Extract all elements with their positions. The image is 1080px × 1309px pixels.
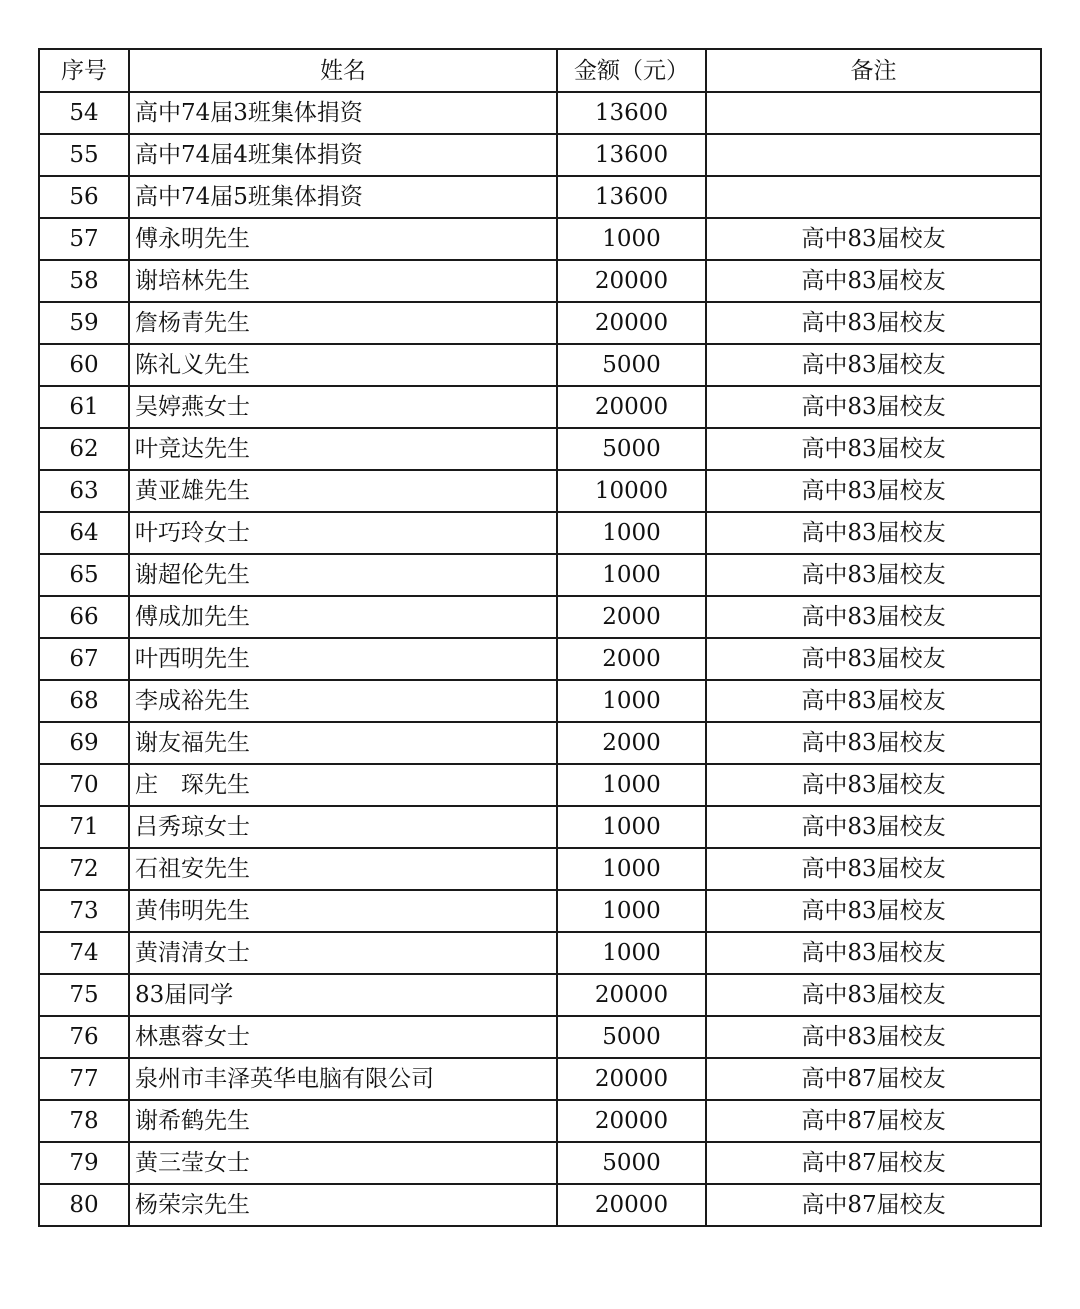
note-cell: 高中83届校友 xyxy=(706,722,1041,764)
serial-number-cell: 62 xyxy=(39,428,129,470)
note-cell: 高中83届校友 xyxy=(706,806,1041,848)
name-cell: 高中74届3班集体捐资 xyxy=(129,92,557,134)
table-row xyxy=(39,806,1041,848)
amount-cell: 2000 xyxy=(557,596,706,638)
amount-cell: 5000 xyxy=(557,428,706,470)
table-row xyxy=(39,596,1041,638)
serial-number-cell: 71 xyxy=(39,806,129,848)
table-row xyxy=(39,176,1041,218)
name-cell: 谢希鹤先生 xyxy=(129,1100,557,1142)
name-cell: 谢友福先生 xyxy=(129,722,557,764)
name-cell: 高中74届4班集体捐资 xyxy=(129,134,557,176)
name-cell: 泉州市丰泽英华电脑有限公司 xyxy=(129,1058,557,1100)
table-row xyxy=(39,134,1041,176)
name-cell: 傅成加先生 xyxy=(129,596,557,638)
table-row xyxy=(39,218,1041,260)
note-cell: 高中83届校友 xyxy=(706,554,1041,596)
note-cell: 高中83届校友 xyxy=(706,302,1041,344)
serial-number-cell: 72 xyxy=(39,848,129,890)
note-cell xyxy=(706,92,1041,134)
serial-number-cell: 66 xyxy=(39,596,129,638)
table-header xyxy=(39,49,1041,92)
amount-cell: 1000 xyxy=(557,512,706,554)
name-cell: 李成裕先生 xyxy=(129,680,557,722)
serial-number-cell: 73 xyxy=(39,890,129,932)
amount-cell: 13600 xyxy=(557,176,706,218)
serial-number-cell: 77 xyxy=(39,1058,129,1100)
note-cell: 高中83届校友 xyxy=(706,890,1041,932)
amount-cell: 2000 xyxy=(557,638,706,680)
name-cell: 黄亚雄先生 xyxy=(129,470,557,512)
note-cell: 高中83届校友 xyxy=(706,428,1041,470)
table-row xyxy=(39,722,1041,764)
amount-cell: 1000 xyxy=(557,932,706,974)
donation-table xyxy=(38,48,1042,1227)
table-row xyxy=(39,470,1041,512)
header-serial-number: 序号 xyxy=(39,49,129,92)
serial-number-cell: 74 xyxy=(39,932,129,974)
amount-cell: 1000 xyxy=(557,680,706,722)
serial-number-cell: 60 xyxy=(39,344,129,386)
name-cell: 吴婷燕女士 xyxy=(129,386,557,428)
table-row xyxy=(39,512,1041,554)
amount-cell: 20000 xyxy=(557,1100,706,1142)
header-row xyxy=(39,49,1041,92)
table-row xyxy=(39,92,1041,134)
name-cell: 黄伟明先生 xyxy=(129,890,557,932)
note-cell: 高中83届校友 xyxy=(706,638,1041,680)
amount-cell: 1000 xyxy=(557,554,706,596)
table-row xyxy=(39,638,1041,680)
name-cell: 83届同学 xyxy=(129,974,557,1016)
amount-cell: 20000 xyxy=(557,974,706,1016)
table-row xyxy=(39,1058,1041,1100)
serial-number-cell: 79 xyxy=(39,1142,129,1184)
amount-cell: 20000 xyxy=(557,302,706,344)
amount-cell: 10000 xyxy=(557,470,706,512)
serial-number-cell: 56 xyxy=(39,176,129,218)
amount-cell: 2000 xyxy=(557,722,706,764)
serial-number-cell: 70 xyxy=(39,764,129,806)
name-cell: 黄三莹女士 xyxy=(129,1142,557,1184)
table-row xyxy=(39,554,1041,596)
name-cell: 陈礼义先生 xyxy=(129,344,557,386)
serial-number-cell: 63 xyxy=(39,470,129,512)
note-cell: 高中83届校友 xyxy=(706,1016,1041,1058)
table-row xyxy=(39,1142,1041,1184)
serial-number-cell: 68 xyxy=(39,680,129,722)
serial-number-cell: 75 xyxy=(39,974,129,1016)
table-body xyxy=(39,92,1041,1226)
table-row xyxy=(39,848,1041,890)
serial-number-cell: 67 xyxy=(39,638,129,680)
serial-number-cell: 61 xyxy=(39,386,129,428)
header-name: 姓名 xyxy=(129,49,557,92)
note-cell: 高中83届校友 xyxy=(706,932,1041,974)
note-cell: 高中83届校友 xyxy=(706,764,1041,806)
note-cell: 高中87届校友 xyxy=(706,1184,1041,1226)
amount-cell: 20000 xyxy=(557,260,706,302)
note-cell: 高中83届校友 xyxy=(706,848,1041,890)
table-row xyxy=(39,1100,1041,1142)
note-cell: 高中83届校友 xyxy=(706,386,1041,428)
name-cell: 林惠蓉女士 xyxy=(129,1016,557,1058)
header-note: 备注 xyxy=(706,49,1041,92)
note-cell: 高中83届校友 xyxy=(706,218,1041,260)
note-cell xyxy=(706,176,1041,218)
serial-number-cell: 78 xyxy=(39,1100,129,1142)
table-row xyxy=(39,302,1041,344)
table-row xyxy=(39,386,1041,428)
name-cell: 叶西明先生 xyxy=(129,638,557,680)
table-row xyxy=(39,428,1041,470)
serial-number-cell: 76 xyxy=(39,1016,129,1058)
note-cell: 高中87届校友 xyxy=(706,1142,1041,1184)
serial-number-cell: 59 xyxy=(39,302,129,344)
table-row xyxy=(39,764,1041,806)
name-cell: 庄 琛先生 xyxy=(129,764,557,806)
serial-number-cell: 64 xyxy=(39,512,129,554)
header-amount: 金额（元） xyxy=(557,49,706,92)
name-cell: 叶竞达先生 xyxy=(129,428,557,470)
amount-cell: 1000 xyxy=(557,764,706,806)
note-cell: 高中83届校友 xyxy=(706,596,1041,638)
name-cell: 吕秀琼女士 xyxy=(129,806,557,848)
name-cell: 黄清清女士 xyxy=(129,932,557,974)
serial-number-cell: 80 xyxy=(39,1184,129,1226)
note-cell: 高中83届校友 xyxy=(706,680,1041,722)
amount-cell: 1000 xyxy=(557,848,706,890)
table-row xyxy=(39,890,1041,932)
serial-number-cell: 65 xyxy=(39,554,129,596)
serial-number-cell: 57 xyxy=(39,218,129,260)
serial-number-cell: 58 xyxy=(39,260,129,302)
name-cell: 傅永明先生 xyxy=(129,218,557,260)
note-cell: 高中83届校友 xyxy=(706,470,1041,512)
name-cell: 詹杨青先生 xyxy=(129,302,557,344)
note-cell: 高中83届校友 xyxy=(706,260,1041,302)
amount-cell: 1000 xyxy=(557,806,706,848)
amount-cell: 13600 xyxy=(557,134,706,176)
name-cell: 叶巧玲女士 xyxy=(129,512,557,554)
amount-cell: 5000 xyxy=(557,1016,706,1058)
note-cell: 高中83届校友 xyxy=(706,512,1041,554)
amount-cell: 1000 xyxy=(557,218,706,260)
amount-cell: 5000 xyxy=(557,344,706,386)
note-cell: 高中83届校友 xyxy=(706,344,1041,386)
table-row xyxy=(39,344,1041,386)
serial-number-cell: 54 xyxy=(39,92,129,134)
amount-cell: 5000 xyxy=(557,1142,706,1184)
serial-number-cell: 69 xyxy=(39,722,129,764)
table-row xyxy=(39,1016,1041,1058)
amount-cell: 1000 xyxy=(557,890,706,932)
note-cell: 高中83届校友 xyxy=(706,974,1041,1016)
donation-table-sheet xyxy=(38,48,1042,1227)
serial-number-cell: 55 xyxy=(39,134,129,176)
name-cell: 谢超伦先生 xyxy=(129,554,557,596)
table-row xyxy=(39,1184,1041,1226)
name-cell: 高中74届5班集体捐资 xyxy=(129,176,557,218)
name-cell: 石祖安先生 xyxy=(129,848,557,890)
note-cell xyxy=(706,134,1041,176)
table-row xyxy=(39,932,1041,974)
name-cell: 谢培林先生 xyxy=(129,260,557,302)
name-cell: 杨荣宗先生 xyxy=(129,1184,557,1226)
table-row xyxy=(39,974,1041,1016)
table-row xyxy=(39,260,1041,302)
amount-cell: 20000 xyxy=(557,1184,706,1226)
amount-cell: 20000 xyxy=(557,386,706,428)
table-row xyxy=(39,680,1041,722)
note-cell: 高中87届校友 xyxy=(706,1058,1041,1100)
note-cell: 高中87届校友 xyxy=(706,1100,1041,1142)
amount-cell: 20000 xyxy=(557,1058,706,1100)
amount-cell: 13600 xyxy=(557,92,706,134)
